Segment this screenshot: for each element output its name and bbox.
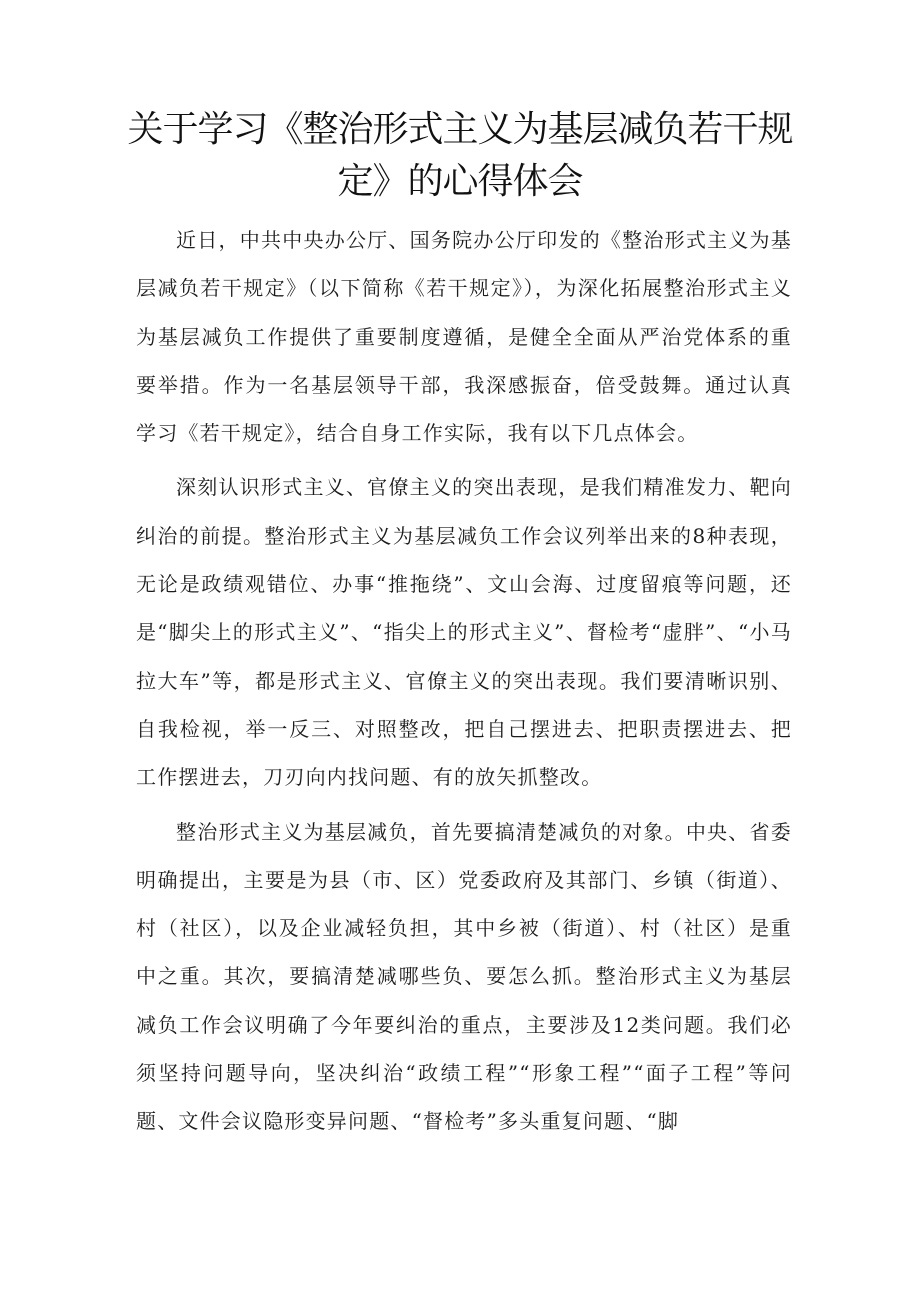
paragraph-burden-targets: 整治形式主义为基层减负，首先要搞清楚减负的对象。中央、省委明确提出，主要是为县（市、区）党委政府及其部门、乡镇（街道）、村（社区），以及企业减轻负担，其中乡被（街道）、村（社区）是重中之重。其次，要搞清楚减哪些负、要怎么抓。整治形式主义为基层减负工作会议明确了今年要纠治的重点，主要涉及12类问题。我们必须坚持问题导向，坚决纠治“政绩工程”“形象工程”“面子工程”等问题、文件会议隐形变异问题、“督检考”多头重复问题、“脚 xyxy=(136,819,792,1134)
paragraph-intro: 近日，中共中央办公厅、国务院办公厅印发的《整治形式主义为基层减负若干规定》（以下简称《若干规定》），为深化拓展整治形式主义为基层减负工作提供了重要制度遵循，是健全全面从严治党体系的重要举措。作为一名基层领导干部，我深感振奋，倍受鼓舞。通过认真学习《若干规定》，结合自身工作实际，我有以下几点体会。 xyxy=(136,228,792,446)
document-body xyxy=(136,216,792,1152)
paragraph-manifestations: 深刻认识形式主义、官僚主义的突出表现，是我们精准发力、靶向纠治的前提。整治形式主义为基层减负工作会议列举出来的8种表现，无论是政绩观错位、办事“推拖绕”、文山会海、过度留痕等问题，还是“脚尖上的形式主义”、“指尖上的形式主义”、督检考“虚胖”、“小马拉大车”等，都是形式主义、官僚主义的突出表现。我们要清晰识别、自我检视，举一反三、对照整改，把自己摆进去、把职责摆进去、把工作摆进去，刀刃向内找问题、有的放矢抓整改。 xyxy=(136,475,792,790)
document-title: 关于学习《整治形式主义为基层减负若干规定》的心得体会 xyxy=(127,109,793,202)
